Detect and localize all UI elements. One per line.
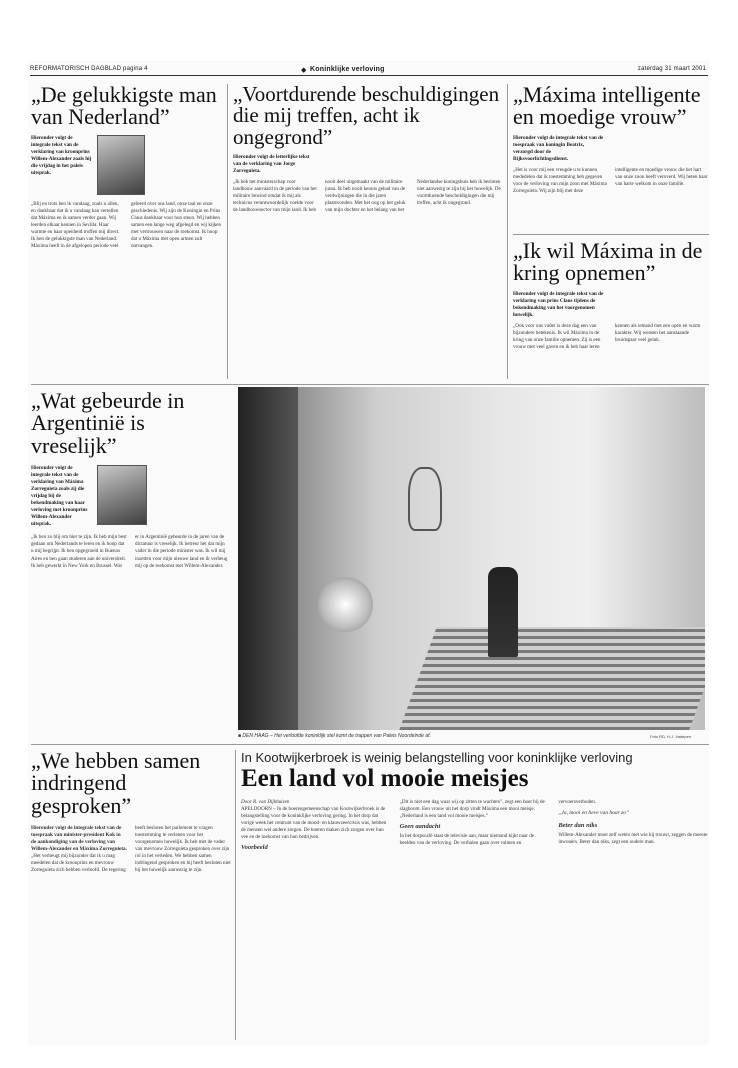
subhead-beter-dan-niks: Beter dan niks <box>558 821 598 829</box>
column-divider <box>235 750 236 1040</box>
article-beatrix <box>513 84 709 232</box>
article-headline: Een land vol mooie meisjes <box>241 765 529 792</box>
article-lead: Hieronder volgt de integrale tekst van de verklaring van kroonprins Willem-Alexander zoals hij die vrijdag in het paleis uitsprak. <box>31 134 92 176</box>
article-body <box>241 799 709 1024</box>
article-title: „Voortdurende beschuldigingen die mij treffen, acht ik ongegrond” <box>233 84 500 149</box>
article-body: „Ik ben zo blij om hier te zijn. Ik heb mijn best gedaan om Nederlands te leren en ik hoop dat u mij begrijpt. Ik ben opgegroeid in Buenos Aires en ben gaan studeren aan de universiteit. Ik heb gewerkt in New York en Brussel. Wat er in Argentinië gebeurde in de jaren van de dictatuur is vreselijk. Ik betreur het dat mijn vader in die periode minister was. Ik wil mij inzetten voor mijn nieuwe land en ik verheug mij op de toekomst met Willem-Alexander. <box>31 534 228 569</box>
photo-wall <box>238 387 298 730</box>
caption-text: DEN HAAG – Het verloofde koninklijk stel komt de trappen van Paleis Noordeinde af. <box>242 733 431 739</box>
subhead-voorbeeld: Voorbeeld <box>241 844 268 852</box>
article-text: „Het verheugt mij bijzonder dat ik u mag meedelen dat de kroonprins en mevrouw Zorreguieta zich hebben verloofd. De regering heeft besloten het parlement te vragen toestemming te verlenen voor het voorgenomen huwelijk. Ik heb met de vader van mevrouw Zorreguieta gesproken over zijn rol in het verleden. We hebben samen indringend gesproken en hij heeft besloten niet bij het huwelijk aanwezig te zijn. <box>31 825 231 874</box>
article-title: „We hebben samen indringend gesproken” <box>31 750 201 818</box>
pull-quote: „Ja, mooi en lieve van haar zo” <box>558 810 630 817</box>
section-divider <box>31 384 709 385</box>
article-text-3: In het dorpscafé staat de televisie aan, maar niemand kijkt naar de beelden van de verloving. De verhalen gaan over ruimen en vervoersverboden. <box>399 799 597 847</box>
article-body <box>31 825 231 1040</box>
column-divider <box>507 84 508 379</box>
article-text: APELDOORN – In de boerengemeenschap van Kootwijkerbroek is de belangstelling voor de koninklijke verloving gering. In het dorp dat vorige week het centrum van de mond- en klauwzeercrisis was, hebben de mensen wel andere zorgen. De boeren maken zich zorgen over hun vee en de toekomst van hun bedrijven. <box>241 806 387 841</box>
article-zorreguieta <box>233 84 501 379</box>
header-paper-name: REFORMATORISCH DAGBLAD pagina 4 <box>30 66 148 72</box>
article-title: „Ik wil Máxima in de kring opnemen” <box>513 240 703 286</box>
section-divider <box>513 234 709 235</box>
article-byline: Door R. van Dijkhuizen <box>241 799 290 805</box>
article-kok <box>31 750 231 1040</box>
article-kicker: In Kootwijkerbroek is weinig belangstelling voor koninklijke verloving <box>241 750 633 765</box>
article-maxima <box>31 390 231 735</box>
article-title: „De gelukkigste man van Nederland” <box>31 84 217 130</box>
article-lead: Hieronder volgt de integrale tekst van de verklaring van prins Claus tijdens de bekendmaking van het voorgenomen huwelijk. <box>513 290 604 318</box>
article-text-2: „Dit is niet een dag waar wij op zitten te wachten”, zegt een boer bij de slagboom. Een vrouw uit het dorp vindt Máxima een mooi meisje. „Nederland is een land vol mooie meisjes.” <box>399 799 545 820</box>
header-section-title: Koninklijke verloving <box>310 66 385 73</box>
photo-caption <box>238 733 618 739</box>
chandelier-icon <box>408 467 442 531</box>
article-lead: Hieronder volgt de letterlijke tekst van de verklaring van Jorge Zorreguieta. <box>233 154 310 175</box>
column-divider <box>227 84 228 379</box>
caption-bullet-icon: ■ <box>238 733 243 739</box>
article-prins-claus <box>513 240 709 380</box>
article-lead: Hieronder volgt de integrale tekst van de toespraak van minister-president Kok in de aankondiging van de verloving van Willem-Alexander en Máxima Zorreguieta. <box>31 825 127 853</box>
portrait-photo <box>97 135 145 195</box>
article-title: „Wat gebeurde in Argentinië is vreselijk” <box>31 390 185 458</box>
header-date: zaterdag 31 maart 2001 <box>637 66 706 72</box>
palace-staircase-photo <box>238 387 705 730</box>
article-body: „Ook voor ons vader is deze dag een van bijzondere betekenis. Ik wil Máxima in de kring van onze familie opnemen. Zij is een vrouw met veel gaven en ik heb haar leren kennen als iemand met een open en warm karakter. Wij wensen het aanstaande bruidspaar veel geluk. <box>513 322 701 350</box>
flower-arrangement-icon <box>318 577 373 632</box>
couple-figures-icon <box>488 567 518 657</box>
portrait-photo <box>97 465 147 525</box>
subhead-geen-aandacht: Geen aandacht <box>399 823 441 831</box>
article-title: „Máxima intelligente en moedige vrouw” <box>513 84 701 130</box>
article-lead: Hieronder volgt de integrale tekst van de toespraak van koningin Beatrix, verzorgd door de Rijksvoorlichtingsdienst. <box>513 134 604 162</box>
header-rule <box>30 75 708 76</box>
article-lead: Hieronder volgt de integrale tekst van de verklaring van Máxima Zorreguieta zoals zij die vrijdag bij de bekendmaking van haar verloving met kroonprins Willem-Alexander uitsprak. <box>31 465 88 528</box>
section-divider <box>31 744 709 745</box>
article-body: „Blij en trots ben ik vandaag, zoals u allen, en dankbaar dat ik u vandaag kan vertellen dat Máxima en ik samen verder gaan. Wij leerden elkaar kennen in Sevilla. Haar warmte en haar openheid troffen mij direct. Ik ben de gelukkigste man van Nederland. Máxima heeft in de afgelopen periode veel geleerd over ons land, onze taal en onze geschiedenis. Wij zijn de Koningin en Prins Claus dankbaar voor hun steun. Wij hebben samen een lange weg afgelegd en wij kijken met vertrouwen naar de toekomst. Ik hoop dat u Máxima met open armen zult ontvangen. <box>31 200 222 249</box>
photo-credit: Foto RD, H.J. Vadepen <box>650 734 692 739</box>
article-body: „Ik heb het ministerschap voor landbouw aanvaard in de periode van het militaire bewind omdat ik mij als technicus verantwoordelijk voelde voor de landbouwsector van mijn land. Ik heb nooit deel uitgemaakt van de militaire junta. Ik heb nooit kennis gehad van de verdwijningen die in die jaren plaatsvonden. Met het oog op het geluk van mijn dochter en het belang van het Nederlandse koningshuis heb ik besloten niet aanwezig te zijn bij het huwelijk. De voortdurende beschuldigingen die mij treffen, acht ik ongegrond. <box>233 179 501 214</box>
article-text-4: Willem-Alexander moet zelf weten met wie hij trouwt, zeggen de meeste inwoners. Beter dan niks, zegt een oudere man. <box>558 831 708 845</box>
staircase-icon <box>399 627 705 730</box>
article-willem-alexander <box>31 84 223 379</box>
header-bullet-icon: ◆ <box>301 66 307 74</box>
article-kootwijkerbroek <box>241 750 709 1042</box>
article-body: „Het is voor mij een vreugde u te kunnen mededelen dat ik toestemming heb gegeven voor de verloving van mijn zoon met Máxima Zorreguieta. Wij zijn blij met deze intelligente en moedige vrouw die het hart van onze zoon heeft veroverd. Wij heten haar van harte welkom in onze familie. <box>513 166 708 194</box>
